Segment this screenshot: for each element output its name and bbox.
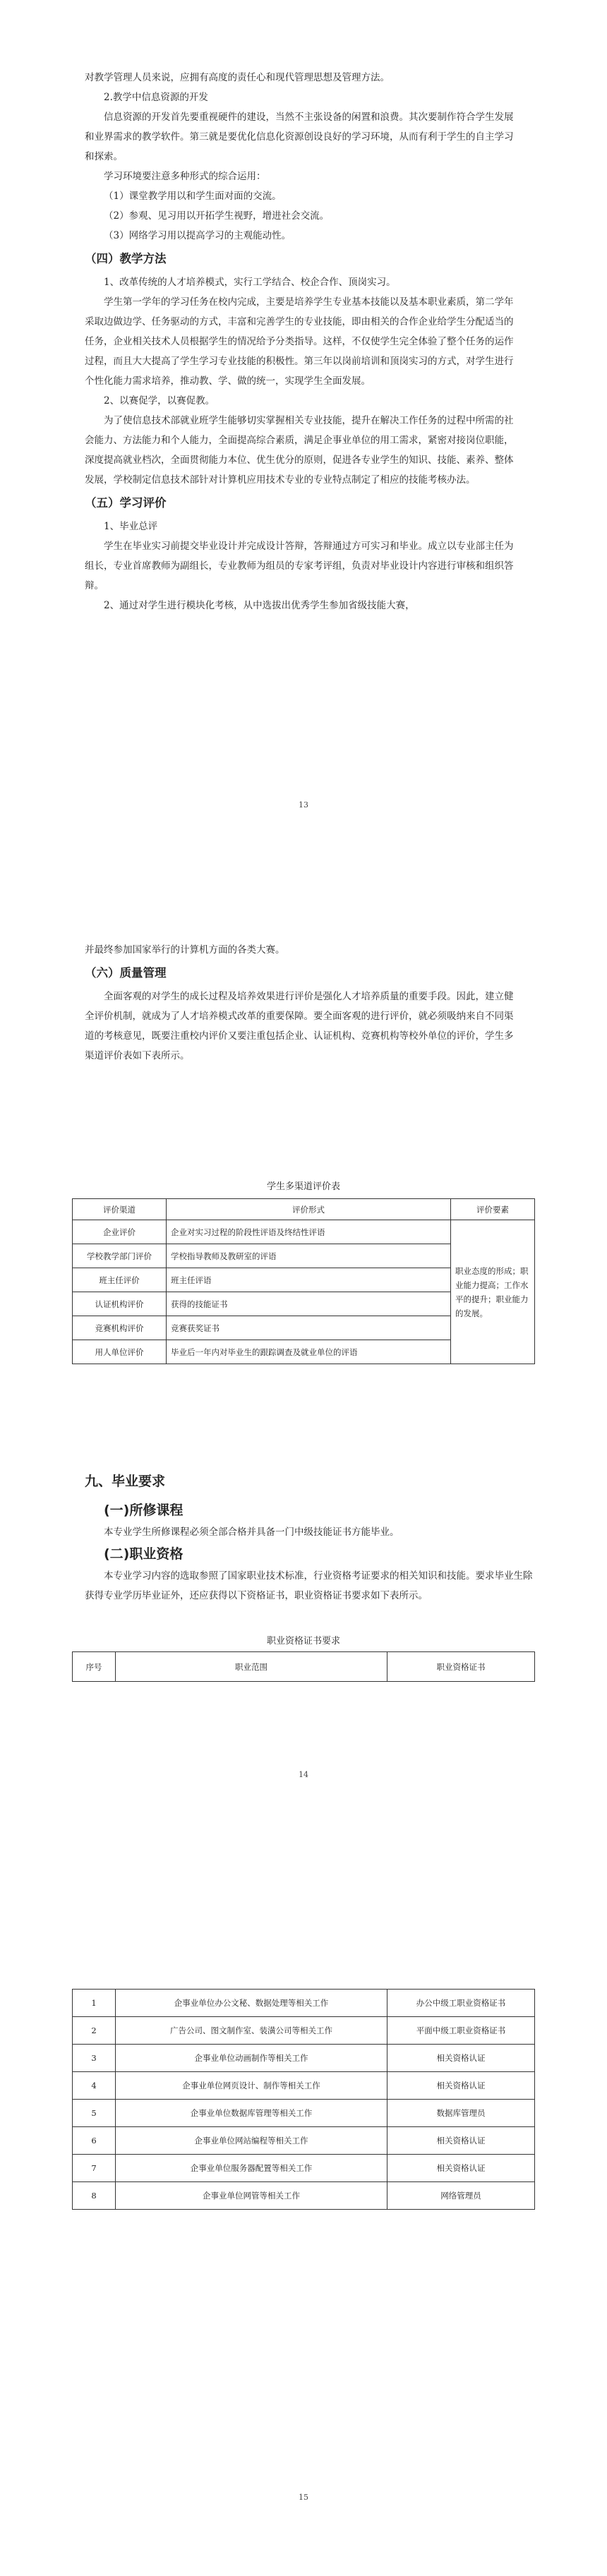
table-cell: 网络管理员: [387, 2182, 535, 2210]
table-cell: 相关资格认证: [387, 2045, 535, 2072]
body-text: 学生第一学年的学习任务在校内完成，主要是培养学生专业基本技能以及基本职业素质，第二学年采取边做边学、任务驱动的方式，丰富和完善学生的专业技能，即由相关的合作企业给学生分配适当的任务，企业相关技术人员根据学生的情况给予分类指导。这样，不仅使学生完全体验了整个任务的运作过程，而且大大提高了学生学习专业技能的积极性。第三年以岗前培训和顶岗实习的方式，对学生进行个性化能力需求培养，推动教、学、做的统一，实现学生全面发展。: [85, 296, 514, 387]
table-cell: 企事业单位数据库管理等相关工作: [116, 2100, 387, 2127]
table-row: [73, 2127, 535, 2155]
table-cell: 平面中级工职业资格证书: [387, 2017, 535, 2045]
section-heading: 九、毕业要求: [85, 1474, 166, 1489]
table-header: 职业资格证书: [387, 1652, 535, 1682]
body-text: 对教学管理人员来说，应拥有高度的责任心和现代管理思想及管理方法。: [85, 72, 390, 83]
table-row: [73, 2155, 535, 2182]
graduation-section: [85, 1471, 536, 1606]
cert-table: [72, 1989, 535, 2210]
table-row: [73, 2017, 535, 2045]
body-text: 本专业学生所修课程必须全部合格并具备一门中级技能证书方能毕业。: [104, 1527, 399, 1538]
document-page-13: [0, 0, 607, 868]
table-header: 评价要素: [451, 1199, 535, 1220]
page-14-body: [85, 940, 522, 1066]
table-cell: 学校教学部门评价: [73, 1244, 167, 1268]
body-text: 学习环境要注意多种形式的综合运用：: [104, 171, 266, 182]
body-text: 信息资源的开发首先要重视硬件的建设，当然不主张设备的闲置和浪费。其次要制作符合学生发展和业界需求的教学软件。第三就是要优化信息化资源创设良好的学习环境，从而有利于学生的自主学习和探索。: [85, 112, 514, 162]
table-cell: 学校指导教师及教研室的评语: [167, 1244, 451, 1268]
table-header: 评价形式: [167, 1199, 451, 1220]
table-cell: 1: [73, 1990, 116, 2017]
page-13-body: [85, 68, 522, 615]
table-cell: 班主任评语: [167, 1268, 451, 1292]
subsection-heading: (二)职业资格: [104, 1546, 184, 1562]
table-header: 职业范围: [116, 1652, 387, 1682]
table-cell: 认证机构评价: [73, 1292, 167, 1316]
table-cell: 相关资格认证: [387, 2155, 535, 2182]
body-text: （1）课堂教学用以和学生面对面的交流。: [104, 191, 282, 202]
table-cell: 8: [73, 2182, 116, 2210]
body-text: 全面客观的对学生的成长过程及培养效果进行评价是强化人才培养质量的重要手段。因此，建立健全评价机制，就成为了人才培养模式改革的重要保障。要全面客观的进行评价，就必须吸纳来自不同渠道的考核意见，既要注重校内评价又要注重包括企业、认证机构、竞赛机构等校外单位的评价，学生多渠道评价表如下表所示。: [85, 991, 514, 1061]
table-cell: 毕业后一年内对毕业生的跟踪调查及就业单位的评语: [167, 1340, 451, 1364]
body-text: （2）参观、见习用以开拓学生视野，增进社会交流。: [104, 210, 330, 222]
table-cell: 班主任评价: [73, 1268, 167, 1292]
body-text: 2、以赛促学，以赛促教。: [104, 395, 215, 407]
table-cell: 企业评价: [73, 1220, 167, 1244]
table-cell: 办公中级工职业资格证书: [387, 1990, 535, 2017]
table-cell: 获得的技能证书: [167, 1292, 451, 1316]
table-cell: 用人单位评价: [73, 1340, 167, 1364]
evaluation-elements-cell: 职业态度的形成；职业能力提高；工作水平的提升；职业能力的发展。: [451, 1220, 535, 1364]
table-row: [73, 2072, 535, 2100]
table-cell: 企事业单位网页设计、制作等相关工作: [116, 2072, 387, 2100]
body-text: 1、毕业总评: [104, 521, 158, 532]
table-cell: 5: [73, 2100, 116, 2127]
table-caption: 学生多渠道评价表: [266, 1181, 340, 1192]
body-text: 2、通过对学生进行模块化考核，从中选拔出优秀学生参加省级技能大赛，: [104, 600, 415, 611]
body-text: 为了使信息技术部就业班学生能够切实掌握相关专业技能，提升在解决工作任务的过程中所需的社会能力、方法能力和个人能力，全面提高综合素质，满足企事业单位的用工需求，紧密对接岗位职能，深度提高就业档次，全面贯彻能力本位、优生优分的原则，促进各专业学生的知识、技能、素养、整体发展，学校制定信息技术部针对计算机应用技术专业的专业特点制定了相应的技能考核办法。: [85, 415, 514, 486]
table-row: [73, 1220, 535, 1244]
table-cell: 企业对实习过程的阶段性评语及终结性评语: [167, 1220, 451, 1244]
table-cell: 企事业单位网管等相关工作: [116, 2182, 387, 2210]
page-number: 15: [299, 2493, 308, 2502]
body-text: 本专业学习内容的选取参照了国家职业技术标准，行业资格考证要求的相关知识和技能。要求毕业生除获得专业学历毕业证外，还应获得以下资格证书，职业资格证书要求如下表所示。: [85, 1570, 533, 1601]
section-heading: （四）教学方法: [85, 252, 167, 265]
table-cell: 企事业单位办公文秘、数据处理等相关工作: [116, 1990, 387, 2017]
section-heading: （五）学习评价: [85, 496, 167, 510]
table-row: [73, 2100, 535, 2127]
table-cell: 企事业单位动画制作等相关工作: [116, 2045, 387, 2072]
table-caption: 职业资格证书要求: [266, 1636, 340, 1647]
table-cell: 7: [73, 2155, 116, 2182]
page-number: 14: [299, 1770, 308, 1779]
table-header: 评价渠道: [73, 1199, 167, 1220]
table-row: [73, 1990, 535, 2017]
body-text: 学生在毕业实习前提交毕业设计并完成设计答辩，答辩通过方可实习和毕业。成立以专业部主任为组长，专业首席教师为副组长，专业教师为组员的专家考评组，负责对毕业设计内容进行审核和组织答辩。: [85, 541, 514, 591]
evaluation-table: [72, 1198, 535, 1364]
table-cell: 相关资格认证: [387, 2127, 535, 2155]
table-cell: 广告公司、图文制作室、装潢公司等相关工作: [116, 2017, 387, 2045]
table-cell: 竞赛机构评价: [73, 1316, 167, 1340]
table-cell: 数据库管理员: [387, 2100, 535, 2127]
table-cell: 企事业单位服务器配置等相关工作: [116, 2155, 387, 2182]
page-number: 13: [299, 800, 308, 809]
cert-table-header: [72, 1651, 535, 1682]
table-cell: 3: [73, 2045, 116, 2072]
table-row: [73, 2182, 535, 2210]
table-cell: 相关资格认证: [387, 2072, 535, 2100]
table-cell: 4: [73, 2072, 116, 2100]
table-cell: 2: [73, 2017, 116, 2045]
body-text: （3）网络学习用以提高学习的主观能动性。: [104, 230, 292, 241]
body-text: 2.教学中信息资源的开发: [104, 92, 208, 103]
section-heading: （六）质量管理: [85, 966, 167, 980]
body-text: 并最终参加国家举行的计算机方面的各类大赛。: [85, 944, 285, 956]
table-cell: 竞赛获奖证书: [167, 1316, 451, 1340]
table-cell: 6: [73, 2127, 116, 2155]
table-header: 序号: [73, 1652, 116, 1682]
body-text: 1、改革传统的人才培养模式，实行工学结合、校企合作、顶岗实习。: [104, 277, 396, 288]
table-row: [73, 2045, 535, 2072]
subsection-heading: (一)所修课程: [104, 1503, 184, 1518]
table-cell: 企事业单位网站编程等相关工作: [116, 2127, 387, 2155]
